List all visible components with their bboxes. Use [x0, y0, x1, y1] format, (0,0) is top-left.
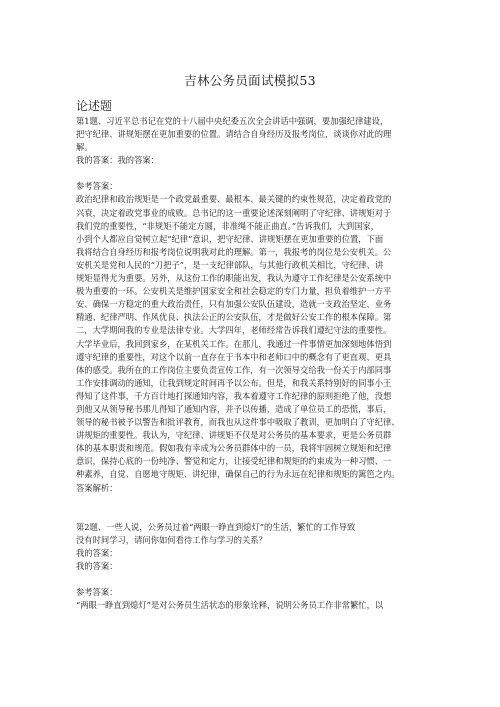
text-line: 遵守纪律的重要性，对这个以前一直存在于书本中和老师口中的概念有了更直观、更具 [76, 351, 392, 362]
text-line: 兴衰，决定着政党事业的成败。总书记的这一重要论述深刻阐明了守纪律、讲规矩对于 [76, 207, 392, 218]
text-line: 工作安排调动的通知，让我到规定时间再予以公布。但是，和我关系特别好的同事小王 [76, 377, 392, 388]
text-line: 极为重要的一环。公安机关是维护国家安全和社会稳定的专门力量，担负着维护一方平 [76, 286, 392, 297]
document-body [76, 99, 442, 612]
text-line: 我们党的重要性，“非规矩不能定方圆，非准绳不能正曲直。”告诉我们，大到国家， [76, 220, 380, 231]
blank-gap [76, 508, 442, 521]
text-line: 我将结合自身经历和报考岗位说明我对此的理解。第一，我报考的岗位是公安机关。公 [76, 246, 392, 257]
text-line: “两眼一睁直到熄灯”是对公务员生活状态的形象诠释，说明公务员工作非常繁忙，以 [76, 600, 384, 611]
text-line: 我的答案：我的答案： [76, 155, 159, 166]
blank-gap [76, 573, 442, 586]
text-line: 参考答案： [76, 181, 118, 192]
text-line: 参考答案： [76, 587, 118, 597]
text-line: 我的答案： [76, 560, 118, 571]
text-line: 把守纪律、讲规矩摆在更加重要的位置。请结合自身经历及报考岗位，谈谈你对此的理 [76, 129, 392, 140]
text-line: 小到个人都应自觉树立起“纪律”意识，把守纪律、讲规矩摆在更加重要的位置，下面 [76, 233, 384, 244]
text-line: 意识，保持心底的一份纯净、警觉和定力，让接受纪律和规矩的约束成为一种习惯、一 [76, 456, 392, 467]
text-line: 体的基本职责和规范。假如我有幸成为公务员群体中的一员，我将牢固树立规矩和纪律 [76, 443, 392, 454]
text-line: 我的答案： [76, 547, 118, 558]
blank-gap [76, 495, 442, 508]
text-line: 二，大学期间我的专业是法律专业。大学四年，老师经常告诉我们遵纪守法的重要性。 [76, 325, 392, 336]
text-line: 得知了这件事，千方百计地打探通知内容，我本着遵守工作纪律的原则拒绝了他，没想 [76, 390, 392, 401]
text-line: 安、确保一方稳定的重大政治责任，只有加强公安队伍建设，造就一支政治坚定、业务 [76, 299, 392, 310]
text-line: 第1题、习近平总书记在党的十八届中央纪委五次全会讲话中强调，要加强纪律建设， [76, 116, 389, 126]
document-title: 吉林公务员面试模拟53 [184, 73, 316, 88]
text-line: 没有时间学习，请问你如何看待工作与学习的关系？ [76, 534, 267, 545]
text-line: 领导的秘书被予以警告和批评教育，而我也从这件事中吸取了教训，更加明白了守纪律、 [76, 417, 400, 428]
text-line: 大学毕业后，我回到家乡，在某机关工作。在那儿，我通过一件事情更加深刻地体悟到 [76, 338, 392, 349]
blank-gap [76, 167, 442, 180]
text-line: 讲规矩的重要性。我认为，守纪律、讲规矩不仅是对公务员的基本要求，更是公务员群 [76, 430, 392, 441]
text-line: 种素养，自觉、自愿地守规矩、讲纪律，确保自己的行为永远在纪律和规矩的篱笆之内。 [76, 469, 400, 480]
text-line: 精通、纪律严明、作风优良、执法公正的公安队伍，才是做好公安工作的根本保障。第 [76, 312, 392, 323]
text-line: 第2题、一些人说，公务员过着“两眼一睁直到熄灯”的生活，繁忙的工作导致 [76, 521, 356, 532]
section-heading: 论述题 [76, 99, 113, 113]
text-line: 政治纪律和政治规矩是一个政党最重要、最根本、最关键的约束性规范，决定着政党的 [76, 194, 392, 205]
text-line: 规矩显得尤为重要。另外，从这份工作的职能出发，我认为遵守工作纪律是公安系统中 [76, 273, 392, 284]
text-line: 答案解析： [76, 482, 118, 493]
text-line: 体的感受。我所在的工作岗位主要负责宣传工作，有一次领导交给我一份关于内部同事 [76, 364, 392, 375]
text-line: 解。 [76, 142, 93, 153]
text-line: 安机关是党和人民的“刀把子”，是一支纪律部队，与其他行政机关相比，守纪律、讲 [76, 259, 384, 270]
text-line: 到他又从领导秘书那儿得知了通知内容，并予以传播，造成了单位员工的恐慌，事后， [76, 403, 392, 414]
